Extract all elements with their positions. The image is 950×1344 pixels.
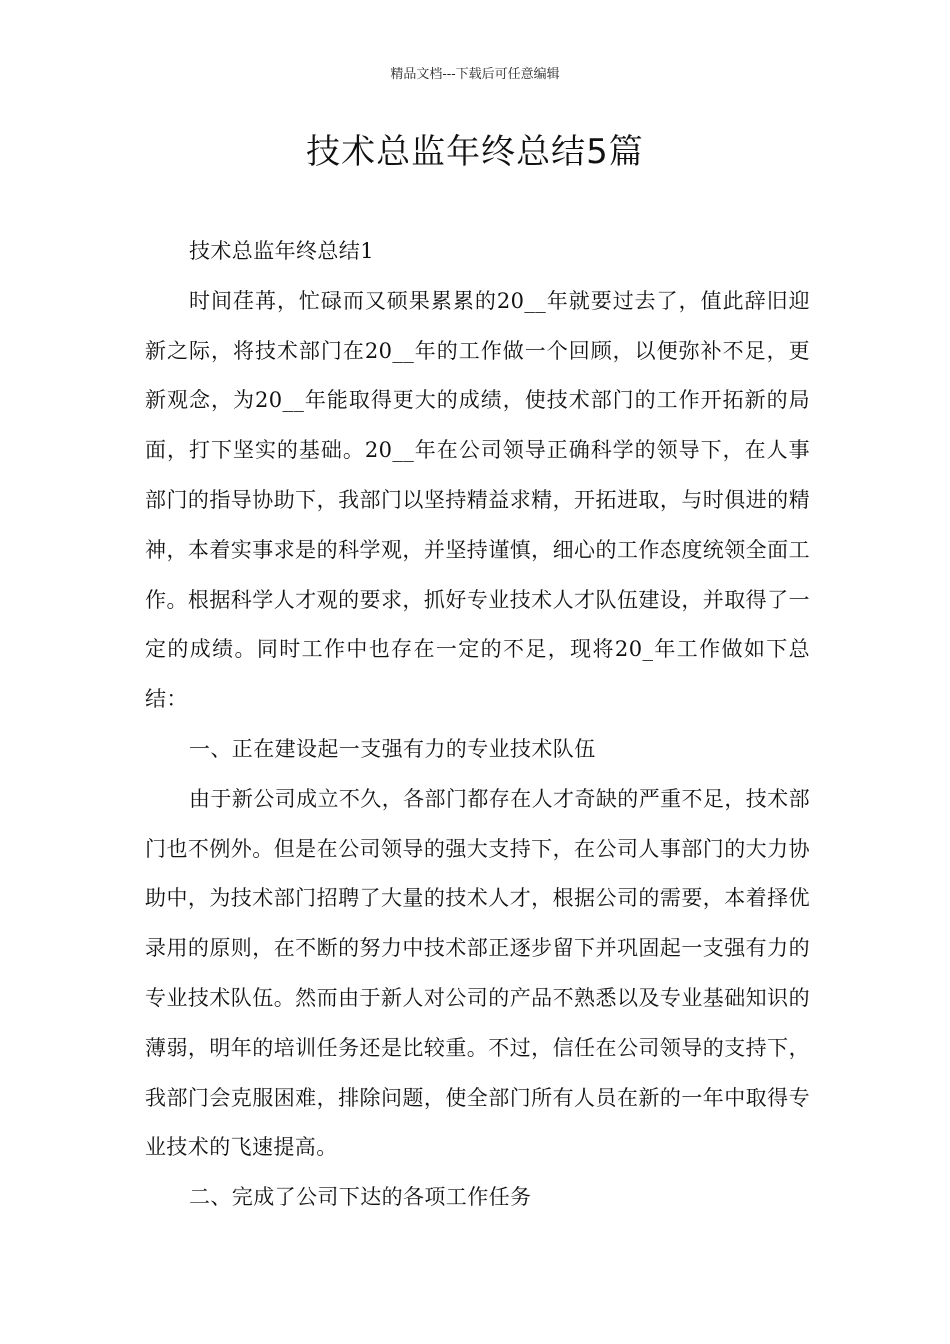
heading-one: 一、正在建设起一支强有力的专业技术队伍 — [189, 736, 596, 761]
paragraph-team: 由于新公司成立不久，各部门都存在人才奇缺的严重不足，技术部门也不例外。但是在公司领导的强大支持下，在公司人事部门的大力协助中，为技术部门招聘了大量的技术人才，根据公司的需要，本着择优录用的原则，在不断的努力中技术部正逐步留下并巩固起一支强有力的专业技术队伍。然而由于新人对公司的产品不熟悉以及专业基础知识的薄弱，明年的培训任务还是比较重。不过，信任在公司领导的支持下，我部门会克服困难，排除问题，使全部门所有人员在新的一年中取得专业技术的飞速提高。 — [145, 786, 810, 1160]
paragraph-intro: 时间荏苒，忙碌而又硕果累累的20__年就要过去了，值此辞旧迎新之际，将技术部门在20__年的工作做一个回顾，以便弥补不足，更新观念，为20__年能取得更大的成绩，使技术部门的工作开拓新的局面，打下坚实的基础。20__年在公司领导正确科学的领导下，在人事部门的指导协助下，我部门以坚持精益求精，开拓进取，与时俱进的精神，本着实事求是的科学观，并坚持谨慎，细心的工作态度统领全面工作。根据科学人才观的要求，抓好专业技术人才队伍建设，并取得了一定的成绩。同时工作中也存在一定的不足，现将20_年工作做如下总结： — [145, 288, 810, 712]
heading-two: 二、完成了公司下达的各项工作任务 — [189, 1185, 532, 1210]
document-title: 技术总监年终总结5篇 — [306, 132, 644, 172]
document-body — [145, 227, 810, 1223]
header-note: 精品文档---下载后可任意编辑 — [390, 67, 560, 82]
section-title: 技术总监年终总结1 — [189, 239, 374, 263]
